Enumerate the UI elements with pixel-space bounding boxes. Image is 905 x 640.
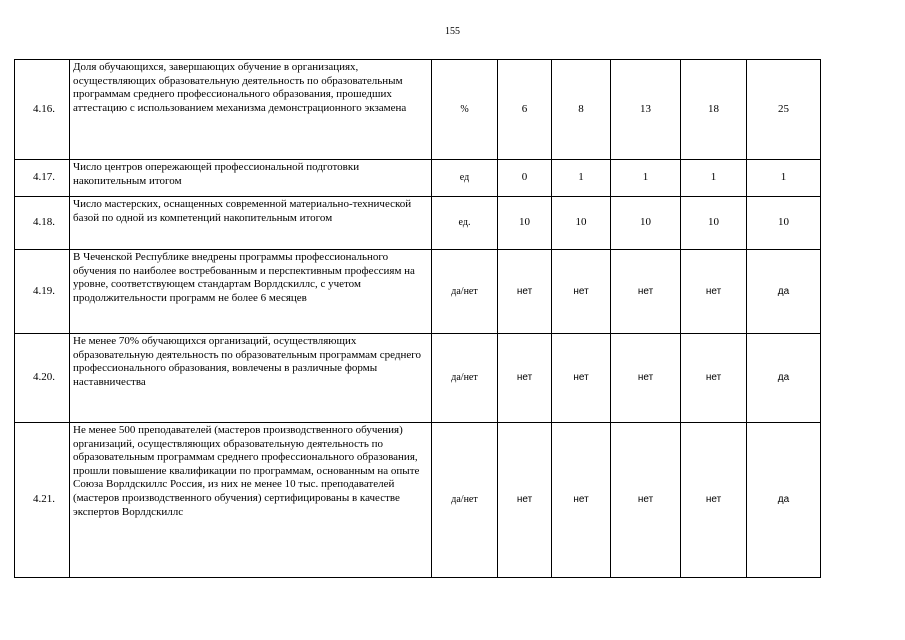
table-row	[15, 160, 821, 197]
row-description: Не менее 70% обучающихся организаций, осуществляющих образовательную деятельность по образовательным программам среднего профессионального образования, вовлечены в различные формы наставничества	[70, 334, 432, 423]
row-unit: ед.	[432, 197, 498, 250]
row-value: 13	[611, 60, 681, 160]
row-value: да	[747, 334, 821, 423]
row-value: нет	[681, 250, 747, 334]
table-row	[15, 250, 821, 334]
row-value: 25	[747, 60, 821, 160]
row-description: Число центров опережающей профессиональной подготовки накопительным итогом	[70, 160, 432, 197]
row-value: 1	[611, 160, 681, 197]
row-value: 10	[611, 197, 681, 250]
row-description: Не менее 500 преподавателей (мастеров производственного обучения) организаций, осуществляющих образовательную деятельность по образовательным программам среднего профессионального образования, прошли повышение квалификации по программам, основанным на опыте Союза Ворлдскиллс Россия, из них не менее 10 тыс. преподавателей (мастеров производственного обучения) сертифицированы в качестве экспертов Ворлдскиллс	[70, 423, 432, 578]
row-value: нет	[498, 423, 552, 578]
table-row	[15, 423, 821, 578]
row-value: 0	[498, 160, 552, 197]
row-value: нет	[498, 334, 552, 423]
row-value: 1	[552, 160, 611, 197]
row-description: В Чеченской Республике внедрены программы профессионального обучения по наиболее востребованным и перспективным профессиям на уровне, соответствующем стандартам Ворлдскиллс, с учетом продолжительности программ не более 6 месяцев	[70, 250, 432, 334]
row-value: 1	[681, 160, 747, 197]
row-value: 18	[681, 60, 747, 160]
row-value: нет	[611, 334, 681, 423]
table-row	[15, 60, 821, 160]
table-row	[15, 334, 821, 423]
row-value: 1	[747, 160, 821, 197]
table-row	[15, 197, 821, 250]
row-code: 4.16.	[15, 60, 70, 160]
row-code: 4.17.	[15, 160, 70, 197]
row-unit: да/нет	[432, 334, 498, 423]
row-value: 8	[552, 60, 611, 160]
row-code: 4.20.	[15, 334, 70, 423]
page-number: 155	[445, 26, 460, 37]
row-value: да	[747, 250, 821, 334]
row-unit: да/нет	[432, 250, 498, 334]
row-value: 10	[681, 197, 747, 250]
row-description: Число мастерских, оснащенных современной материально-технической базой по одной из компетенций накопительным итогом	[70, 197, 432, 250]
row-value: нет	[552, 334, 611, 423]
row-value: 10	[498, 197, 552, 250]
row-value: нет	[552, 423, 611, 578]
row-code: 4.21.	[15, 423, 70, 578]
row-value: нет	[681, 334, 747, 423]
row-value: 6	[498, 60, 552, 160]
row-value: нет	[611, 250, 681, 334]
row-unit: %	[432, 60, 498, 160]
row-code: 4.19.	[15, 250, 70, 334]
indicators-table	[14, 59, 821, 578]
row-value: нет	[611, 423, 681, 578]
row-value: 10	[747, 197, 821, 250]
row-unit: да/нет	[432, 423, 498, 578]
row-code: 4.18.	[15, 197, 70, 250]
row-value: нет	[552, 250, 611, 334]
row-unit: ед	[432, 160, 498, 197]
row-value: нет	[498, 250, 552, 334]
row-description: Доля обучающихся, завершающих обучение в организациях, осуществляющих образовательную деятельность по образовательным программам среднего профессионального образования, прошедших аттестацию с использованием механизма демонстрационного экзамена	[70, 60, 432, 160]
row-value: да	[747, 423, 821, 578]
row-value: нет	[681, 423, 747, 578]
row-value: 10	[552, 197, 611, 250]
